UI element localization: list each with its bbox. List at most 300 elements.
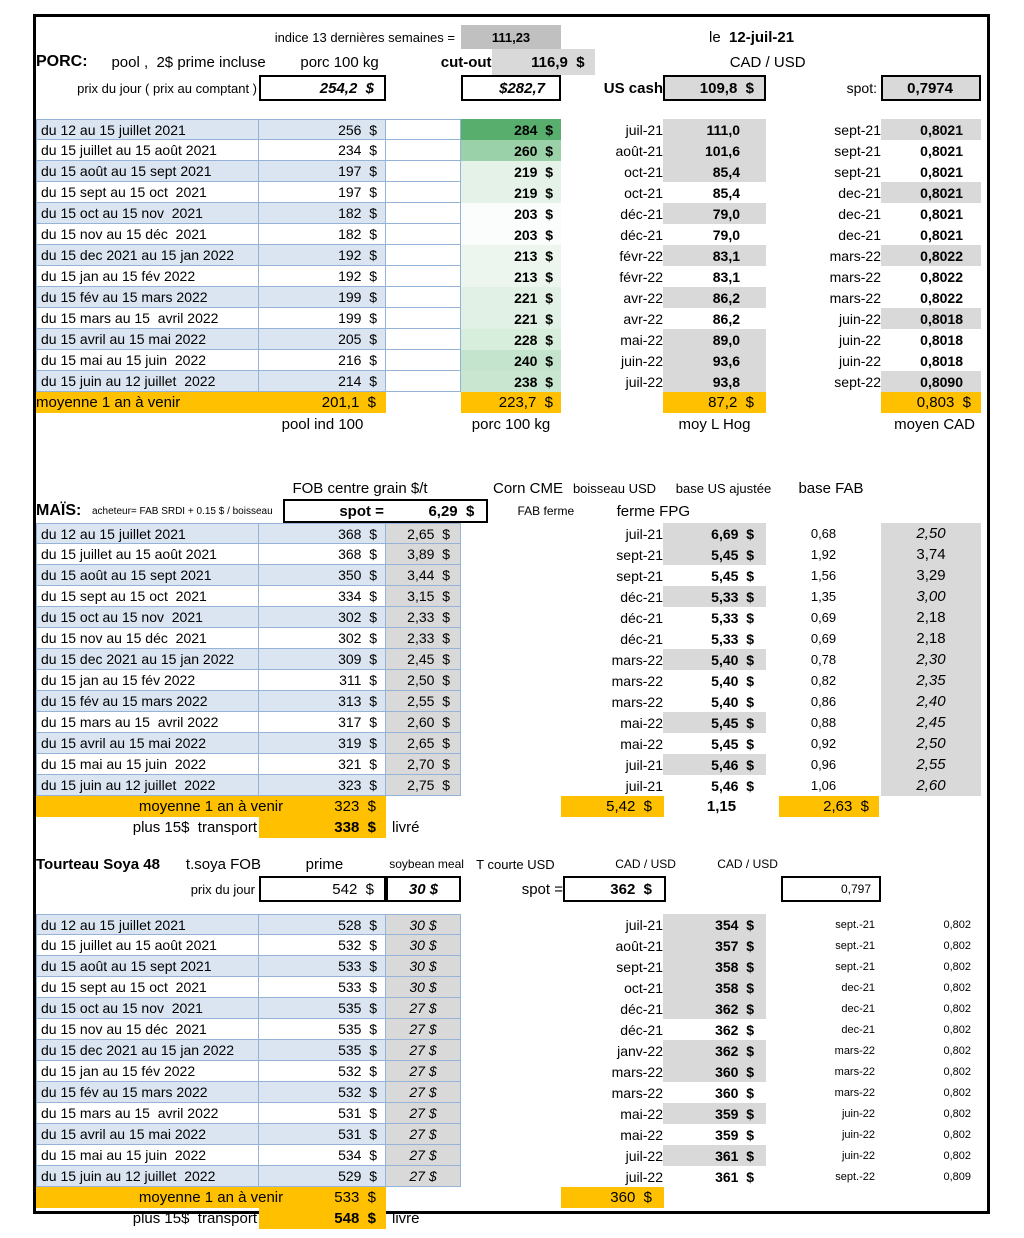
- boisseau-header: boisseau USD: [572, 480, 657, 496]
- porc-empty-cell: [386, 161, 461, 182]
- porc-fx-month-cell: sept-21: [834, 163, 881, 180]
- porc-foot-pool: pool ind 100: [281, 415, 364, 433]
- mais-base-us-cell: 0,92: [810, 736, 837, 751]
- corn-spot-box[interactable]: [283, 499, 488, 523]
- soya-meal-month-cell: juil-22: [625, 1168, 663, 1185]
- porc-hog-value-cell: 111,0: [663, 119, 766, 140]
- porc-period-cell: du 15 mars au 15 avril 2022: [36, 308, 259, 329]
- porc-kg-cell: 221 $: [461, 308, 561, 329]
- porc-pool-cell: 234 $: [259, 140, 386, 161]
- porc-table-row: [36, 140, 987, 161]
- porc-fx-value-cell: 0,8021: [920, 205, 963, 222]
- soya-fx-box[interactable]: 0,797: [781, 876, 881, 902]
- soya-table-row: [36, 977, 987, 998]
- porc-hog-value-cell: 79,0: [712, 226, 740, 243]
- porc-table-row: [36, 287, 987, 308]
- porc-pool-cell: 192 $: [259, 266, 386, 287]
- soya-prime-cell: 27 $: [386, 1019, 461, 1040]
- soya-table-row: [36, 1061, 987, 1082]
- mais-period-cell: du 15 juillet au 15 août 2021: [36, 544, 259, 565]
- porc-empty-cell: [386, 224, 461, 245]
- soya-meal-value-cell: 359 $: [715, 1126, 754, 1143]
- mais-cme-month-cell: mai-22: [620, 735, 663, 752]
- soya-prime-header: prime: [305, 855, 344, 873]
- soya-fx-value-cell: 0,802: [943, 939, 971, 952]
- porc-hog-value-cell: 83,1: [663, 245, 766, 266]
- porc-kg-header: porc 100 kg: [300, 53, 379, 71]
- soya-fx-value-cell: 0,802: [943, 1086, 971, 1099]
- prix-kg-box[interactable]: $282,7: [461, 75, 561, 101]
- mais-fob-cell: 317 $: [259, 712, 386, 733]
- price-sheet: [33, 14, 990, 1227]
- cutout-label: cut-out: [440, 53, 492, 71]
- mais-section: [36, 477, 987, 838]
- porc-moyenne-kg: 223,7 $: [461, 392, 561, 413]
- soya-fx-month-cell: sept.-21: [835, 918, 875, 931]
- mais-table-row: [36, 670, 987, 691]
- soya-fx-value-cell: 0,802: [943, 918, 971, 931]
- soya-period-cell: du 15 mai au 15 juin 2022: [36, 1145, 259, 1166]
- mais-cme-value-cell: 5,33 $: [711, 609, 754, 626]
- porc-fx-value-cell: 0,8021: [881, 119, 981, 140]
- mais-base-fab-cell: 3,00: [881, 586, 981, 607]
- mais-cme-value-cell: 5,45 $: [663, 544, 766, 565]
- mais-fob-cell: 309 $: [259, 649, 386, 670]
- soya-fx-value-cell: 0,802: [943, 1149, 971, 1162]
- mais-fob-cell: 321 $: [259, 754, 386, 775]
- mais-cme-value-cell: 5,40 $: [711, 672, 754, 689]
- porc-table-row: [36, 119, 987, 140]
- soya-meal-month-cell: déc-21: [620, 1000, 663, 1017]
- uscash-box[interactable]: 109,8 $: [663, 75, 766, 101]
- mais-cme-value-cell: 5,45 $: [711, 567, 754, 584]
- soya-fx-value-cell: 0,802: [943, 1128, 971, 1141]
- mais-table-row: [36, 565, 987, 586]
- soya-prix-fob-box[interactable]: 542 $: [259, 876, 386, 902]
- mais-cme-value-cell: 5,46 $: [711, 777, 754, 794]
- mais-moyenne-label: moyenne 1 an à venir: [138, 798, 284, 815]
- corn-spot-label: spot =: [339, 502, 384, 520]
- soya-fob-cell: 528 $: [259, 914, 386, 935]
- soya-table-row: [36, 998, 987, 1019]
- indice-value: 111,23: [461, 25, 561, 49]
- mais-header-row1: [36, 477, 987, 499]
- mais-base-us-cell: 0,96: [810, 757, 837, 772]
- soya-fx-month-cell: dec-21: [841, 981, 875, 994]
- soya-fx-month-cell: sept.-21: [835, 939, 875, 952]
- mais-cme-month-cell: juil-21: [625, 525, 663, 542]
- porc-kg-cell: 260 $: [461, 140, 561, 161]
- porc-header-row2: [36, 75, 987, 101]
- soya-header-row1: [36, 852, 987, 876]
- mais-base-fab-cell: 2,18: [881, 628, 981, 649]
- mais-base-us-cell: 1,92: [810, 547, 837, 562]
- soya-fob-cell: 529 $: [259, 1166, 386, 1187]
- mais-fob-cell: 302 $: [259, 628, 386, 649]
- porc-table-row: [36, 224, 987, 245]
- porc-hog-value-cell: 86,2: [663, 287, 766, 308]
- mais-fob-header: FOB centre grain $/t: [292, 479, 428, 497]
- porc-hog-value-cell: 93,8: [663, 371, 766, 392]
- soya-prime-cell: 27 $: [386, 998, 461, 1019]
- soya-table-row: [36, 935, 987, 956]
- mais-base-fab-cell: 2,40: [881, 691, 981, 712]
- porc-period-cell: du 15 juillet au 15 août 2021: [36, 140, 259, 161]
- mais-cme-value-cell: 6,69 $: [663, 523, 766, 544]
- mais-base-fab-cell: 2,18: [881, 607, 981, 628]
- soya-table-row: [36, 956, 987, 977]
- mais-cme-month-cell: sept-21: [616, 546, 663, 563]
- porc-hog-value-cell: 86,2: [712, 310, 740, 327]
- prix-pool-box[interactable]: 254,2 $: [259, 75, 386, 101]
- mais-title: MAÏS:: [36, 502, 82, 519]
- soya-table-row: [36, 1124, 987, 1145]
- mais-table-row: [36, 712, 987, 733]
- soya-period-cell: du 15 dec 2021 au 15 jan 2022: [36, 1040, 259, 1061]
- porc-hog-month-cell: mai-22: [620, 331, 663, 348]
- mais-fob-cell: 368 $: [259, 544, 386, 565]
- mais-moyenne-fob: 323 $: [334, 798, 376, 815]
- fab-ferme-label: FAB ferme: [517, 504, 575, 518]
- base-us-header: base US ajustée: [675, 480, 772, 496]
- mais-moyenne-cme: 5,42 $: [561, 796, 664, 817]
- porc-fx-month-cell: dec-21: [838, 226, 881, 243]
- porc-kg-cell: 203 $: [461, 203, 561, 224]
- tcourte-header: T courte USD: [476, 856, 555, 872]
- mais-transport-row: [36, 817, 987, 838]
- soya-period-cell: du 15 avril au 15 mai 2022: [36, 1124, 259, 1145]
- porc-table-row: [36, 329, 987, 350]
- porc-period-cell: du 15 nov au 15 déc 2021: [36, 224, 259, 245]
- mais-period-cell: du 15 fév au 15 mars 2022: [36, 691, 259, 712]
- mais-base-us-cell: 0,78: [810, 652, 837, 667]
- soya-cad1-header: CAD / USD: [615, 857, 676, 871]
- mais-boisseau-cell: 2,75 $: [386, 775, 461, 796]
- mais-table-row: [36, 628, 987, 649]
- mais-transport-label: plus 15$ transport: [132, 819, 257, 836]
- soya-fx-month-cell: juin-22: [841, 1128, 875, 1141]
- mais-boisseau-cell: 2,65 $: [386, 523, 461, 544]
- mais-period-cell: du 15 août au 15 sept 2021: [36, 565, 259, 586]
- porc-pool-cell: 205 $: [259, 329, 386, 350]
- soya-table-row: [36, 1019, 987, 1040]
- mais-table-row: [36, 733, 987, 754]
- mais-cme-value-cell: 5,33 $: [663, 586, 766, 607]
- soya-prime-cell: 30 $: [386, 956, 461, 977]
- porc-moyenne-hog: 87,2 $: [663, 392, 766, 413]
- porc-pool-cell: 256 $: [259, 119, 386, 140]
- soya-meal-value-cell: 360 $: [715, 1084, 754, 1101]
- porc-period-cell: du 15 juin au 12 juillet 2022: [36, 371, 259, 392]
- soya-meal-value-cell: 354 $: [663, 914, 766, 935]
- acheteur-note: acheteur= FAB SRDI + 0.15 $ / boisseau: [91, 505, 273, 517]
- mais-livre-label: livré: [392, 819, 420, 836]
- porc-hog-month-cell: juil-22: [625, 373, 663, 390]
- mais-cme-month-cell: mai-22: [620, 714, 663, 731]
- date-line: [561, 25, 794, 49]
- soya-meal-month-cell: déc-21: [620, 1021, 663, 1038]
- mais-base-fab-cell: 2,30: [881, 649, 981, 670]
- soya-fx-value-cell: 0,802: [943, 1044, 971, 1057]
- porc-period-cell: du 15 sept au 15 oct 2021: [36, 182, 259, 203]
- mais-cme-month-cell: déc-21: [620, 588, 663, 605]
- soya-prix-label: prix du jour: [190, 881, 255, 897]
- prix-du-jour-label: prix du jour ( prix au comptant ): [77, 80, 257, 96]
- porc-fx-month-cell: dec-21: [838, 205, 881, 222]
- porc-kg-cell: 213 $: [461, 245, 561, 266]
- porc-table-row: [36, 350, 987, 371]
- soya-prime-cell: 27 $: [386, 1040, 461, 1061]
- porc-empty-cell: [386, 140, 461, 161]
- porc-empty-cell: [386, 329, 461, 350]
- porc-hog-month-cell: avr-22: [623, 310, 663, 327]
- soya-moyenne-label: moyenne 1 an à venir: [138, 1189, 284, 1206]
- soya-fx-month-cell: dec-21: [841, 1023, 875, 1036]
- soya-prix-prime-box[interactable]: 30 $: [386, 876, 461, 902]
- porc-pool-cell: 199 $: [259, 308, 386, 329]
- date-value: 12-juil-21: [729, 28, 795, 46]
- soya-meal-value-cell: 362 $: [663, 1040, 766, 1061]
- soya-fx-value-cell: 0,802: [943, 1107, 971, 1120]
- porc-fx-value-cell: 0,8021: [920, 142, 963, 159]
- mais-moyenne-row: [36, 796, 987, 817]
- porc-pool-cell: 192 $: [259, 245, 386, 266]
- mais-transport-value: 338 $: [259, 817, 386, 838]
- soya-meal-month-cell: oct-21: [624, 979, 663, 996]
- mais-base-us-cell: 0,86: [810, 694, 837, 709]
- mais-header-row2: [36, 499, 987, 523]
- porc-fx-value-cell: 0,8018: [920, 331, 963, 348]
- mais-fob-cell: 311 $: [259, 670, 386, 691]
- soya-table-row: [36, 1103, 987, 1124]
- mais-base-us-cell: 1,56: [810, 568, 837, 583]
- porc-empty-cell: [386, 266, 461, 287]
- mais-boisseau-cell: 2,50 $: [386, 670, 461, 691]
- soya-prime-cell: 27 $: [386, 1082, 461, 1103]
- porc-foot-fx: moyen CAD: [894, 415, 975, 433]
- mais-cme-month-cell: mars-22: [611, 693, 663, 710]
- soya-table-row: [36, 1040, 987, 1061]
- top-row: [36, 25, 987, 49]
- mais-table-row: [36, 544, 987, 565]
- corn-spot-value: 6,29 $: [428, 502, 475, 520]
- porc-empty-cell: [386, 203, 461, 224]
- soya-prime-cell: 27 $: [386, 1166, 461, 1187]
- soya-table-row: [36, 1145, 987, 1166]
- porc-pool-cell: 199 $: [259, 287, 386, 308]
- soya-period-cell: du 15 jan au 15 fév 2022: [36, 1061, 259, 1082]
- porc-hog-value-cell: 83,1: [712, 268, 740, 285]
- porc-pool-header: pool , 2$ prime incluse: [111, 53, 266, 71]
- porc-hog-month-cell: févr-22: [619, 247, 663, 264]
- porc-kg-cell: 213 $: [461, 266, 561, 287]
- soya-prime-cell: 27 $: [386, 1103, 461, 1124]
- porc-header-row1: [36, 49, 987, 75]
- porc-table-row: [36, 182, 987, 203]
- porc-hog-value-cell: 85,4: [712, 184, 740, 201]
- soybean-meal-header: soybean meal: [389, 857, 464, 871]
- porc-pool-cell: 197 $: [259, 161, 386, 182]
- soya-fx-value-cell: 0,802: [943, 1065, 971, 1078]
- cadusd-header: CAD / USD: [729, 53, 806, 71]
- porc-hog-value-cell: 89,0: [663, 329, 766, 350]
- soya-meal-value-cell: 358 $: [663, 956, 766, 977]
- mais-table-row: [36, 586, 987, 607]
- soya-fx-value-cell: 0,809: [943, 1170, 971, 1183]
- porc-period-cell: du 15 jan au 15 fév 2022: [36, 266, 259, 287]
- mais-cme-month-cell: déc-21: [620, 609, 663, 626]
- soya-transport-value: 548 $: [259, 1208, 386, 1229]
- porc-fx-value-cell: 0,8021: [881, 182, 981, 203]
- mais-base-fab-cell: 2,55: [881, 754, 981, 775]
- soya-spot-label: spot =: [521, 880, 563, 898]
- mais-period-cell: du 15 mars au 15 avril 2022: [36, 712, 259, 733]
- soya-fx-month-cell: juin-22: [841, 1149, 875, 1162]
- soya-fob-header: t.soya FOB: [185, 855, 261, 873]
- mais-cme-value-cell: 5,40 $: [663, 649, 766, 670]
- soya-spot-box[interactable]: 362 $: [563, 876, 666, 902]
- porc-kg-cell: 219 $: [461, 182, 561, 203]
- mais-base-fab-cell: 3,29: [881, 565, 981, 586]
- mais-period-cell: du 15 jan au 15 fév 2022: [36, 670, 259, 691]
- porc-period-cell: du 15 oct au 15 nov 2021: [36, 203, 259, 224]
- porc-fx-month-cell: mars-22: [829, 268, 881, 285]
- soya-fob-cell: 531 $: [259, 1124, 386, 1145]
- soya-moyenne-meal: 360 $: [561, 1187, 664, 1208]
- corn-cme-header: Corn CME: [492, 479, 563, 497]
- soya-meal-value-cell: 358 $: [663, 977, 766, 998]
- mais-base-fab-cell: 2,35: [881, 670, 981, 691]
- mais-base-us-cell: 0,69: [810, 610, 837, 625]
- porc-hog-value-cell: 79,0: [663, 203, 766, 224]
- soya-fob-cell: 533 $: [259, 956, 386, 977]
- porc-hog-month-cell: déc-21: [620, 226, 663, 243]
- soya-transport-row: [36, 1208, 987, 1229]
- soya-title: Tourteau Soya 48: [36, 855, 160, 873]
- mais-base-us-cell: 0,69: [810, 631, 837, 646]
- porc-hog-month-cell: juin-22: [620, 352, 663, 369]
- mais-period-cell: du 15 dec 2021 au 15 jan 2022: [36, 649, 259, 670]
- mais-period-cell: du 15 oct au 15 nov 2021: [36, 607, 259, 628]
- porc-hog-month-cell: oct-21: [624, 163, 663, 180]
- spot-box[interactable]: 0,7974: [881, 75, 981, 101]
- mais-base-us-cell: 0,88: [810, 715, 837, 730]
- soya-moyenne-bar: [36, 1187, 386, 1208]
- soya-fx-month-cell: juin-22: [841, 1107, 875, 1120]
- porc-moyenne-row: [36, 392, 987, 413]
- soya-prime-cell: 30 $: [386, 935, 461, 956]
- soya-meal-month-cell: janv-22: [617, 1042, 663, 1059]
- porc-pool-cell: 216 $: [259, 350, 386, 371]
- soya-transport-label: plus 15$ transport: [132, 1210, 257, 1227]
- porc-table: [36, 119, 987, 392]
- porc-fx-value-cell: 0,8018: [881, 308, 981, 329]
- mais-base-fab-cell: 2,60: [881, 775, 981, 796]
- mais-boisseau-cell: 2,60 $: [386, 712, 461, 733]
- porc-empty-cell: [386, 245, 461, 266]
- porc-table-row: [36, 245, 987, 266]
- soya-fob-cell: 532 $: [259, 935, 386, 956]
- mais-cme-value-cell: 5,45 $: [663, 712, 766, 733]
- soya-moyenne-row: [36, 1187, 987, 1208]
- porc-moyenne-fx: 0,803 $: [881, 392, 981, 413]
- mais-cme-value-cell: 5,33 $: [711, 630, 754, 647]
- soya-header-row2: [36, 876, 987, 902]
- porc-period-cell: du 15 mai au 15 juin 2022: [36, 350, 259, 371]
- ferme-fpg-label: ferme FPG: [616, 502, 690, 520]
- porc-fx-month-cell: sept-21: [834, 121, 881, 138]
- mais-base-fab-cell: 2,50: [881, 733, 981, 754]
- soya-meal-value-cell: 361 $: [715, 1168, 754, 1185]
- soya-meal-value-cell: 359 $: [663, 1103, 766, 1124]
- mais-boisseau-cell: 2,45 $: [386, 649, 461, 670]
- soya-fx-month-cell: sept.-22: [835, 1170, 875, 1183]
- porc-kg-cell: 238 $: [461, 371, 561, 392]
- mais-base-fab-cell: 3,74: [881, 544, 981, 565]
- soya-fob-cell: 532 $: [259, 1061, 386, 1082]
- mais-fob-cell: 323 $: [259, 775, 386, 796]
- soya-meal-month-cell: mai-22: [620, 1105, 663, 1122]
- soya-period-cell: du 15 sept au 15 oct 2021: [36, 977, 259, 998]
- mais-fob-cell: 302 $: [259, 607, 386, 628]
- soya-fob-cell: 533 $: [259, 977, 386, 998]
- soya-fx-value-cell: 0,802: [943, 1002, 971, 1015]
- porc-kg-cell: 240 $: [461, 350, 561, 371]
- porc-hog-month-cell: juil-21: [625, 121, 663, 138]
- mais-period-cell: du 15 nov au 15 déc 2021: [36, 628, 259, 649]
- soya-fx-value-cell: 0,802: [943, 1023, 971, 1036]
- mais-cme-month-cell: mars-22: [611, 672, 663, 689]
- soya-period-cell: du 15 juillet au 15 août 2021: [36, 935, 259, 956]
- porc-pool-cell: 182 $: [259, 224, 386, 245]
- porc-pool-cell: 214 $: [259, 371, 386, 392]
- porc-period-cell: du 15 avril au 15 mai 2022: [36, 329, 259, 350]
- porc-table-row: [36, 203, 987, 224]
- porc-empty-cell: [386, 182, 461, 203]
- mais-cme-month-cell: sept-21: [616, 567, 663, 584]
- mais-moyenne-base-us: 1,15: [706, 798, 737, 815]
- soya-meal-month-cell: mai-22: [620, 1126, 663, 1143]
- porc-hog-month-cell: avr-22: [623, 289, 663, 306]
- porc-fx-month-cell: dec-21: [838, 184, 881, 201]
- porc-table-row: [36, 161, 987, 182]
- soya-period-cell: du 15 nov au 15 déc 2021: [36, 1019, 259, 1040]
- soya-livre-label: livré: [392, 1210, 420, 1227]
- soya-period-cell: du 12 au 15 juillet 2021: [36, 914, 259, 935]
- soya-meal-value-cell: 362 $: [715, 1021, 754, 1038]
- porc-fx-value-cell: 0,8021: [920, 163, 963, 180]
- soya-fob-cell: 532 $: [259, 1082, 386, 1103]
- soya-meal-month-cell: mars-22: [611, 1063, 663, 1080]
- soya-fob-cell: 531 $: [259, 1103, 386, 1124]
- soya-cad2-header: CAD / USD: [717, 857, 778, 871]
- porc-period-cell: du 15 août au 15 sept 2021: [36, 161, 259, 182]
- soya-meal-month-cell: mars-22: [611, 1084, 663, 1101]
- soya-meal-month-cell: juil-21: [625, 916, 663, 933]
- soya-period-cell: du 15 oct au 15 nov 2021: [36, 998, 259, 1019]
- porc-kg-cell: 219 $: [461, 161, 561, 182]
- soya-meal-value-cell: 360 $: [663, 1061, 766, 1082]
- porc-fx-value-cell: 0,8022: [920, 268, 963, 285]
- porc-fx-month-cell: juin-22: [838, 331, 881, 348]
- porc-kg-cell: 284 $: [461, 119, 561, 140]
- soya-table: [36, 914, 987, 1187]
- mais-cme-month-cell: mars-22: [611, 651, 663, 668]
- mais-table-row: [36, 691, 987, 712]
- porc-fx-value-cell: 0,8090: [881, 371, 981, 392]
- porc-fx-month-cell: sept-21: [834, 142, 881, 159]
- base-fab-header: base FAB: [798, 479, 864, 497]
